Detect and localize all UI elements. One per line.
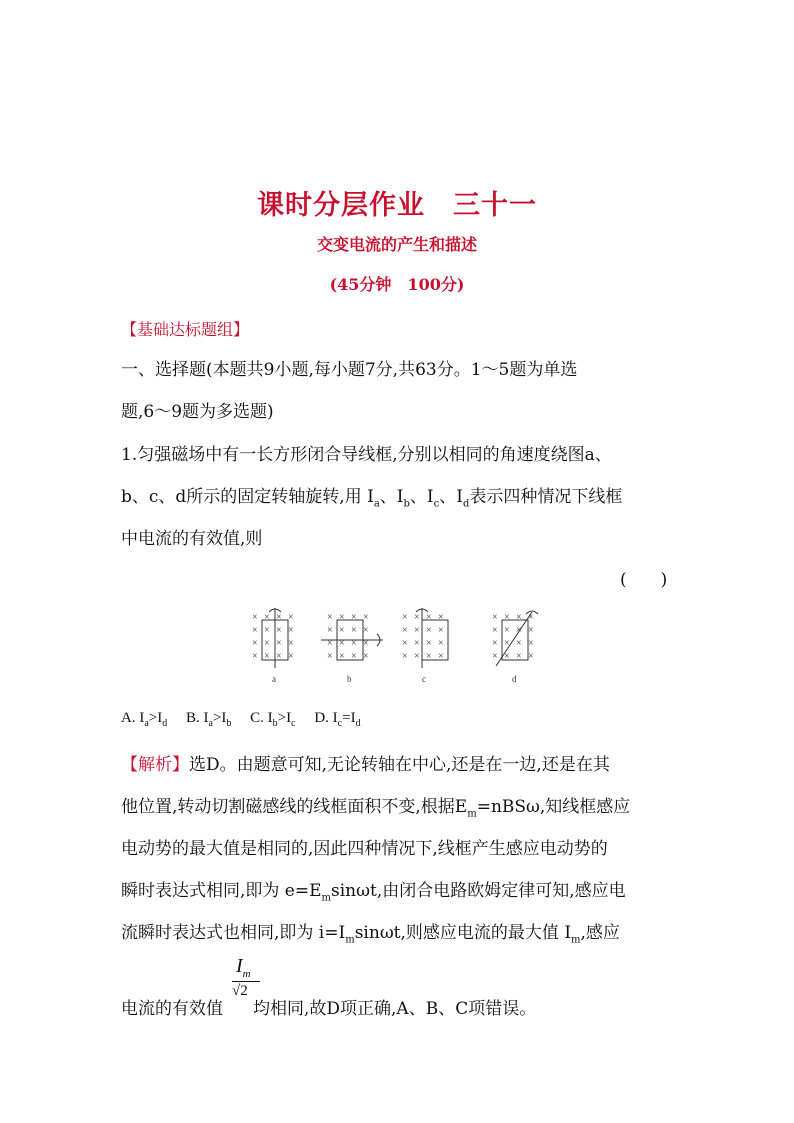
field-mark: × bbox=[339, 651, 345, 662]
field-mark: × bbox=[363, 651, 369, 662]
field-mark: × bbox=[492, 625, 498, 636]
field-mark: × bbox=[276, 625, 282, 636]
question-line2: b、c、d所示的固定转轴旋转,用 $I_a$、$I_b$、$I_c$、$I_d$表示四种情况下线框 bbox=[121, 487, 623, 510]
figure-label-d: d bbox=[512, 674, 517, 684]
field-mark: × bbox=[327, 625, 333, 636]
field-mark: × bbox=[351, 612, 357, 623]
field-mark: × bbox=[351, 651, 357, 662]
field-mark: × bbox=[288, 651, 294, 662]
field-mark: × bbox=[528, 651, 534, 662]
solution-line6: 电流的有效值 均相同,故D项正确,A、B、C项错误。 bbox=[121, 999, 537, 1019]
field-mark: × bbox=[264, 612, 270, 623]
field-mark: × bbox=[402, 638, 408, 649]
field-mark: × bbox=[492, 638, 498, 649]
field-mark: × bbox=[363, 638, 369, 649]
solution-line4: 瞬时表达式相同,即为 $e=E_m\sin\omega t$,由闭合电路欧姆定律可知,感应电 bbox=[121, 881, 626, 904]
field-mark: × bbox=[492, 612, 498, 623]
field-mark: × bbox=[339, 638, 345, 649]
field-mark: × bbox=[504, 612, 510, 623]
field-mark: × bbox=[288, 625, 294, 636]
question-line1: 1.匀强磁场中有一长方形闭合导线框,分别以相同的角速度绕图a、 bbox=[121, 445, 612, 465]
effective-value-fraction bbox=[232, 955, 266, 999]
field-mark: × bbox=[339, 625, 345, 636]
field-mark: × bbox=[276, 638, 282, 649]
page-title: 课时分层作业 三十一 bbox=[257, 190, 537, 221]
field-mark: × bbox=[492, 651, 498, 662]
field-mark: × bbox=[414, 651, 420, 662]
group-label: 【基础达标题组】 bbox=[121, 320, 250, 339]
field-mark: × bbox=[351, 638, 357, 649]
field-mark: × bbox=[402, 625, 408, 636]
field-mark: × bbox=[414, 625, 420, 636]
options-row bbox=[121, 710, 361, 729]
field-mark: × bbox=[438, 651, 444, 662]
field-mark: × bbox=[327, 651, 333, 662]
field-mark: × bbox=[264, 651, 270, 662]
field-mark: × bbox=[426, 625, 432, 636]
field-mark: × bbox=[438, 612, 444, 623]
field-mark: × bbox=[288, 638, 294, 649]
field-mark: × bbox=[516, 612, 522, 623]
field-mark: × bbox=[504, 638, 510, 649]
field-mark: × bbox=[252, 625, 258, 636]
figure-label-c: c bbox=[422, 674, 426, 684]
fraction-numerator: $I_m$ bbox=[236, 955, 251, 980]
field-mark: × bbox=[252, 651, 258, 662]
rotating-coil-figure bbox=[248, 606, 548, 684]
option-a[interactable]: A. $I_a>I_d$ bbox=[121, 710, 168, 729]
time-score: (45分钟 100分) bbox=[329, 275, 465, 294]
field-mark: × bbox=[528, 612, 534, 623]
field-mark: × bbox=[264, 625, 270, 636]
field-mark: × bbox=[363, 612, 369, 623]
field-mark: × bbox=[276, 651, 282, 662]
field-mark: × bbox=[528, 625, 534, 636]
field-mark: × bbox=[252, 638, 258, 649]
field-mark: × bbox=[252, 612, 258, 623]
field-mark: × bbox=[504, 651, 510, 662]
field-mark: × bbox=[363, 625, 369, 636]
field-mark: × bbox=[516, 651, 522, 662]
figure-panel-b bbox=[321, 612, 383, 684]
figure-label-a: a bbox=[272, 674, 276, 684]
fraction-denominator: √2 bbox=[232, 983, 248, 999]
field-mark: × bbox=[438, 625, 444, 636]
field-mark: × bbox=[351, 625, 357, 636]
solution-line5: 流瞬时表达式也相同,即为 $i=I_m\sin\omega t$,则感应电流的最大值 $I_m$,感应 bbox=[121, 923, 620, 946]
field-mark: × bbox=[426, 638, 432, 649]
solution-line3: 电动势的最大值是相同的,因此四种情况下,线框产生感应电动势的 bbox=[121, 839, 608, 859]
field-mark: × bbox=[327, 612, 333, 623]
field-mark: × bbox=[426, 651, 432, 662]
field-mark: × bbox=[528, 638, 534, 649]
field-mark: × bbox=[426, 612, 432, 623]
option-b[interactable]: B. $I_a>I_b$ bbox=[186, 710, 232, 729]
field-mark: × bbox=[516, 638, 522, 649]
field-mark: × bbox=[516, 625, 522, 636]
field-mark: × bbox=[414, 612, 420, 623]
field-mark: × bbox=[438, 638, 444, 649]
fraction-bar bbox=[232, 981, 260, 982]
field-mark: × bbox=[504, 625, 510, 636]
figure-panel-a bbox=[252, 608, 294, 684]
page-subtitle: 交变电流的产生和描述 bbox=[316, 235, 477, 254]
section-instruction-line2: 题,6～9题为多选题) bbox=[121, 402, 274, 422]
figure-panel-c bbox=[402, 608, 448, 684]
field-mark: × bbox=[288, 612, 294, 623]
field-mark: × bbox=[327, 638, 333, 649]
field-mark: × bbox=[264, 638, 270, 649]
field-mark: × bbox=[402, 612, 408, 623]
solution-tag: 【解析】 bbox=[121, 755, 189, 775]
solution-line1: 【解析】选D。由题意可知,无论转轴在中心,还是在一边,还是在其 bbox=[121, 755, 610, 775]
field-mark: × bbox=[402, 651, 408, 662]
field-mark: × bbox=[414, 638, 420, 649]
section-instruction-line1: 一、选择题(本题共9小题,每小题7分,共63分。1～5题为单选 bbox=[121, 360, 578, 380]
field-mark: × bbox=[339, 612, 345, 623]
option-d[interactable]: D. $I_c=I_d$ bbox=[314, 710, 361, 729]
figure-label-b: b bbox=[347, 674, 352, 684]
solution-line2: 他位置,转动切割磁感线的线框面积不变,根据$E_m=nBS\omega$,知线框感应 bbox=[121, 797, 631, 820]
figure-panel-d bbox=[492, 611, 538, 684]
field-mark: × bbox=[276, 612, 282, 623]
question-line3: 中电流的有效值,则 bbox=[121, 529, 263, 549]
option-c[interactable]: C. $I_b>I_c$ bbox=[250, 710, 296, 729]
answer-blank: ( ) bbox=[620, 570, 668, 590]
